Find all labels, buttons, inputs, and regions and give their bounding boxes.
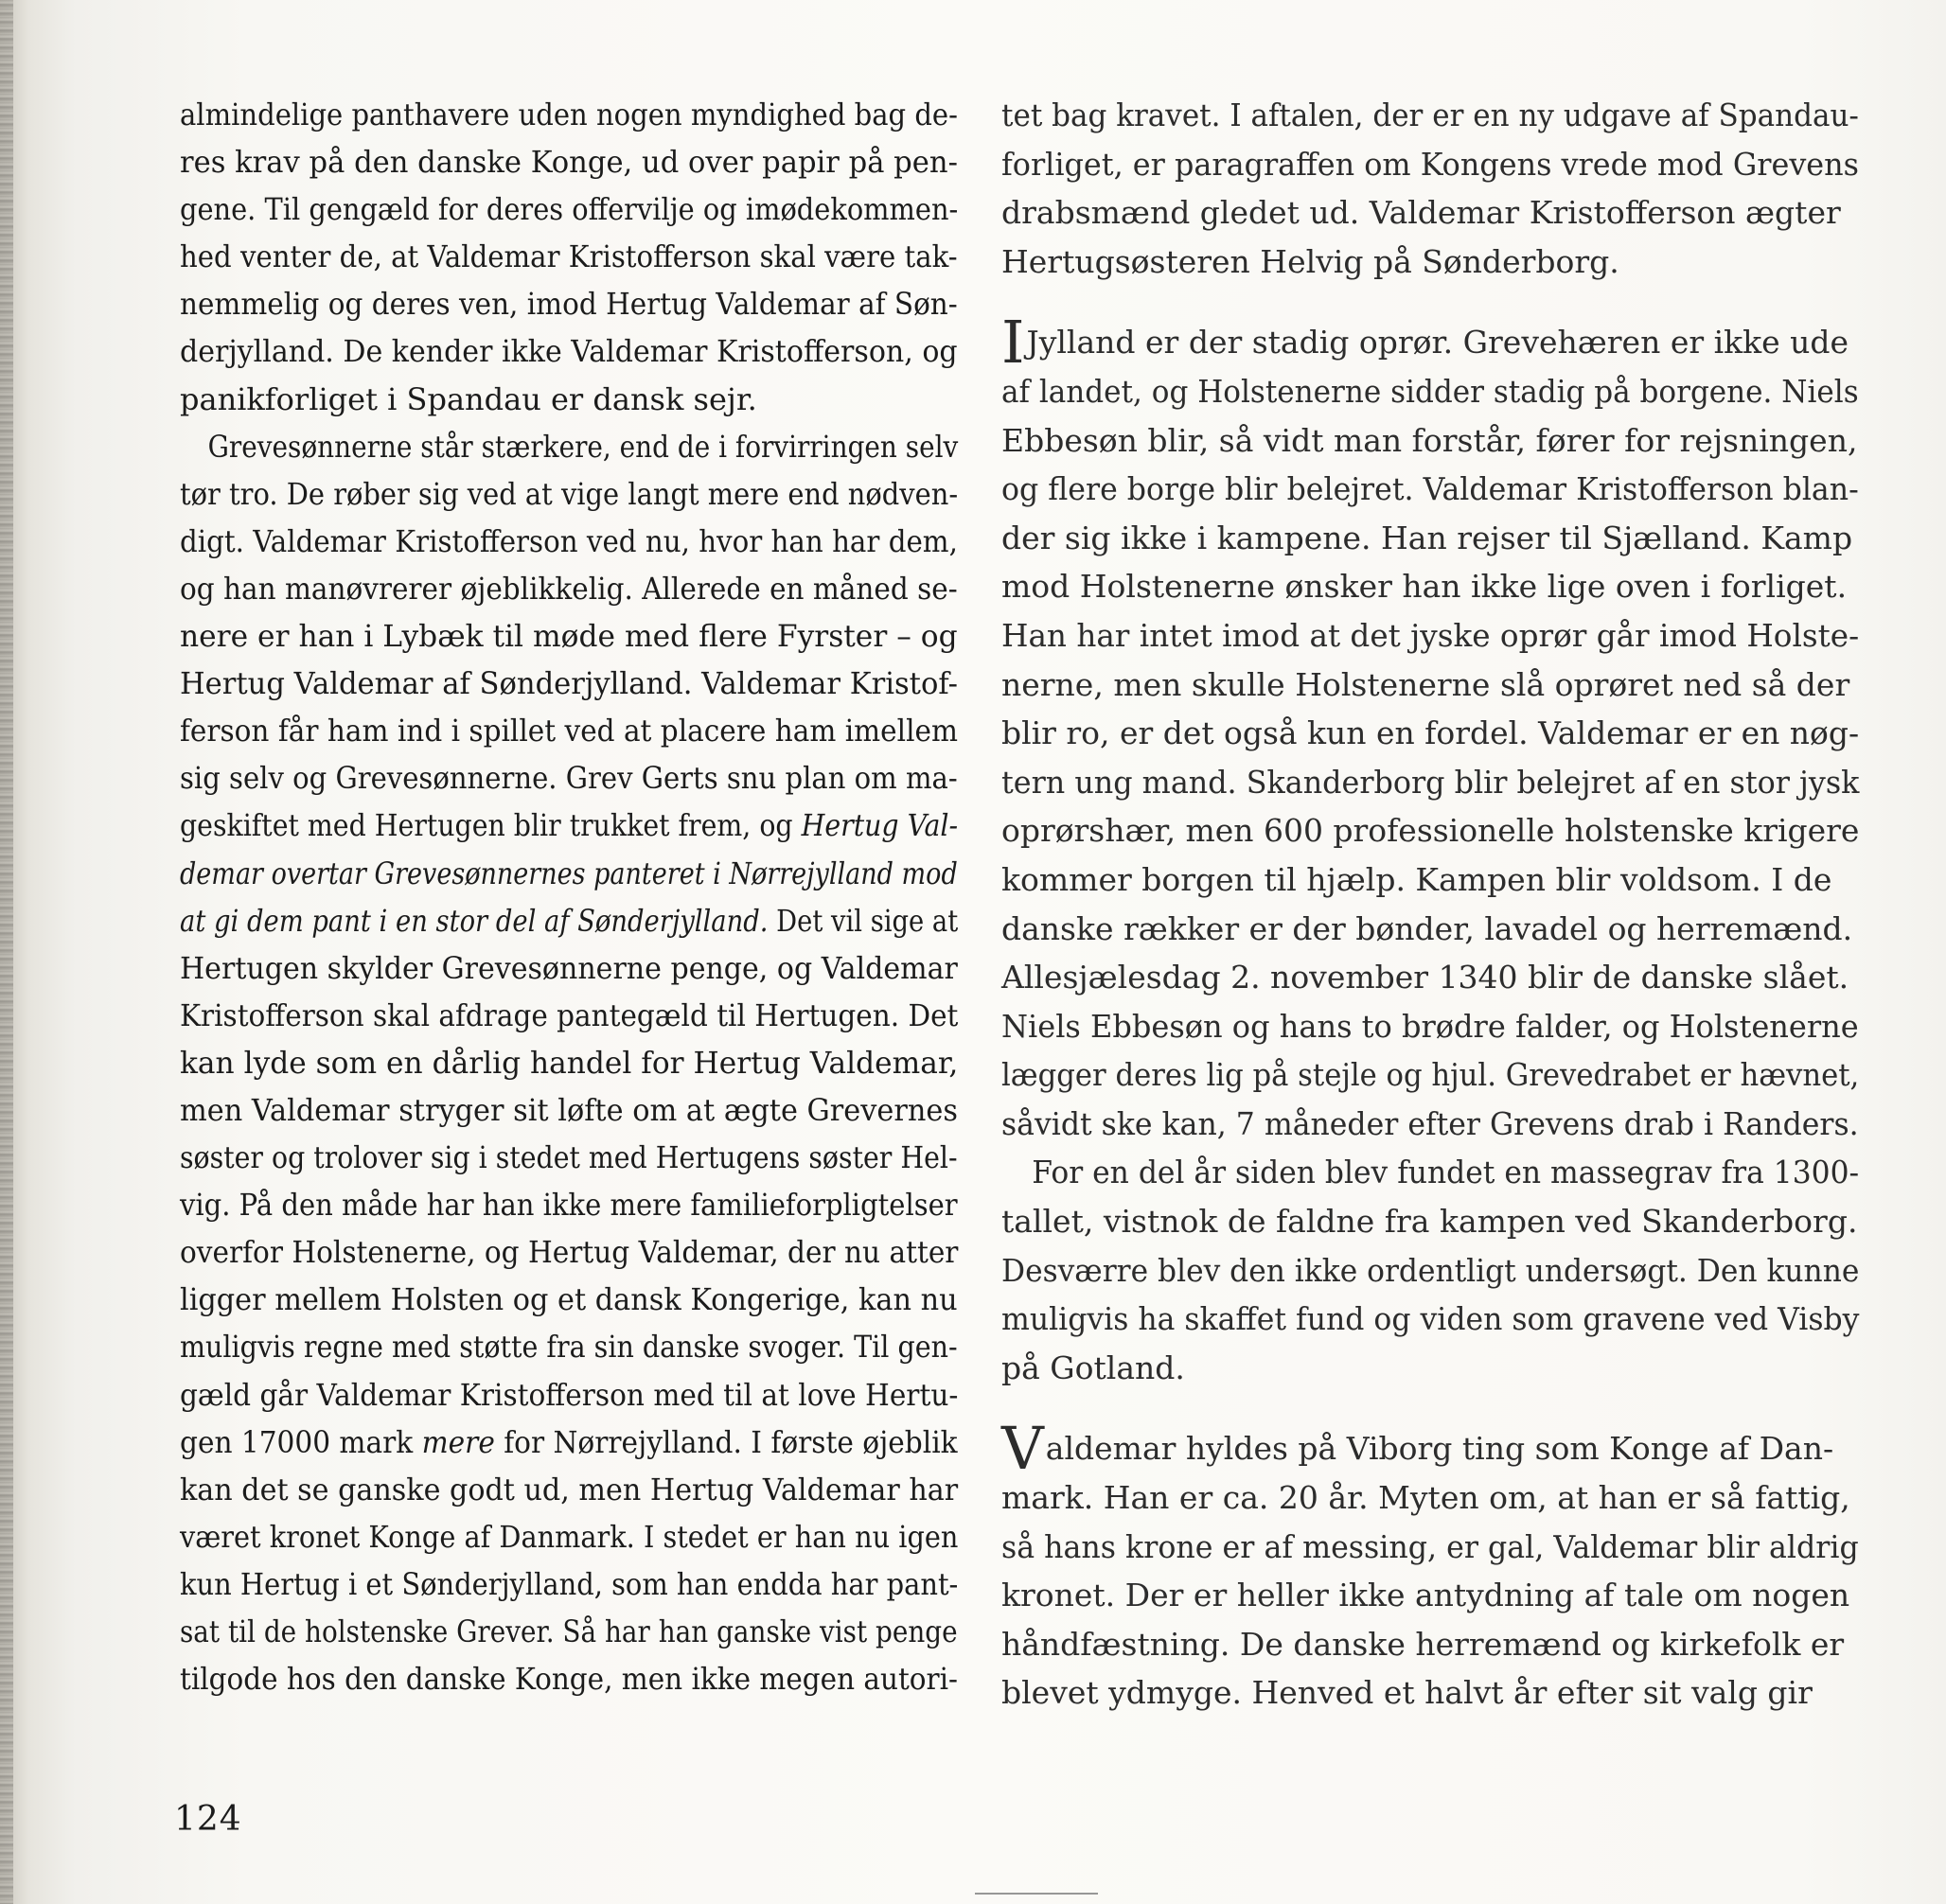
text-line: danske rækker er der bønder, lavadel og herremænd. [1001,909,1853,947]
bottom-edge-rule [975,1893,1098,1895]
text-line: tør tro. De røber sig ved at vige langt mere end nødven- [180,475,959,512]
text-line: vig. På den måde har han ikke mere familieforpligtelser [180,1187,958,1224]
text-line: Ebbesøn blir, så vidt man forstår, fører for rejsningen, [1001,421,1858,459]
text-line-dropcap [1001,308,1859,378]
text-line: Hertugsøsteren Helvig på Sønderborg. [1001,242,1619,280]
text-line: såvidt ske kan, 7 måneder efter Grevens drab i Randers. [1001,1104,1859,1142]
section-gap [1001,286,1859,318]
text-line: kronet. Der er heller ikke antydning af tale om nogen [1001,1577,1850,1614]
text-line: almindelige panthavere uden nogen myndighed bag de- [180,97,958,132]
text-line: gæld går Valdemar Kristofferson med til at love Hertu- [180,1376,959,1413]
text-line: muligvis regne med støtte fra sin danske svoger. Til gen- [180,1329,958,1366]
left-text-column [180,91,958,1702]
text-line: ligger mellem Holsten og et dansk Kongerige, kan nu [180,1281,958,1318]
text-segment: geskiftet med Hertugen blir trukket frem, og [180,807,793,844]
text-line: kun Hertug i et Sønderjylland, som han endda har pant- [180,1565,959,1602]
page-number: 124 [174,1800,242,1839]
text-line: på Gotland. [1001,1349,1185,1386]
text-line: Kristofferson skal afdrage pantegæld til Hertugen. Det [180,996,959,1033]
paragraph [1001,308,1860,1148]
text-line: der sig ikke i kampene. Han rejser til Sjælland. Kamp [1001,519,1853,556]
text-line: nemmelig og deres ven, imod Hertug Valdemar af Søn- [180,286,958,323]
italic-text-segment: at gi dem pant i en stor del af Sønderjylland. [180,902,769,939]
text-line: lægger deres lig på stejle og hjul. Grevedrabet er hævnet, [1001,1056,1860,1094]
text-line: tallet, vistnok de faldne fra kampen ved Skanderborg. [1001,1203,1858,1241]
italic-text-line: demar overtar Grevesønnernes panteret i Nørrejylland mod [180,855,958,891]
text-line: men Valdemar stryger sit løfte om at ægte Grevernes [180,1091,958,1128]
text-line: Han har intet imod at det jyske oprør går imod Holste- [1001,616,1860,654]
italic-text-segment: mere [421,1423,495,1460]
text-line: gene. Til gengæld for deres offervilje og imødekommen- [180,191,959,228]
drop-cap: V [1001,1414,1044,1484]
right-text-column [1001,91,1859,1718]
text-line-mixed [180,1419,958,1466]
text-line: overfor Holstenerne, og Hertug Valdemar, der nu atter [180,1234,959,1271]
text-line: kommer borgen til hjælp. Kampen blir voldsom. I de [1001,860,1832,898]
page-spine-edge [0,0,13,1904]
text-line: digt. Valdemar Kristofferson ved nu, hvor han har dem, [180,522,958,559]
paragraph [1001,1414,1859,1718]
text-line: håndfæstning. De danske herremænd og kirkefolk er [1001,1625,1845,1663]
text-line: og han manøvrerer øjeblikkelig. Allerede en måned se- [180,570,958,607]
text-line: derjylland. De kender ikke Valdemar Kristofferson, og [180,333,958,370]
text-line: Grevesønnerne står stærkere, end de i forvirringen selv [207,428,959,465]
text-line: For en del år siden blev fundet en massegrav fra 1300- [1032,1154,1860,1191]
text-line: blevet ydmyge. Henved et halvt år efter sit valg gir [1001,1674,1813,1712]
text-line: mod Holstenerne ønsker han ikke lige oven i forliget. [1001,568,1848,606]
text-line: søster og trolover sig i stedet med Hertugens søster Hel- [180,1139,958,1176]
text-line: sat til de holstenske Grever. Så har han ganske vist penge [180,1613,958,1649]
text-line: mark. Han er ca. 20 år. Myten om, at han er så fattig, [1001,1479,1850,1517]
text-line: hed venter de, at Valdemar Kristofferson skal være tak- [180,238,958,275]
text-line: panikforliget i Spandau er dansk sejr. [180,380,757,417]
text-segment: gen 17000 mark [180,1423,414,1460]
drop-cap: I [1001,308,1025,378]
text-line: kan det se ganske godt ud, men Hertug Valdemar har [180,1471,959,1507]
text-segment: aldemar hyldes på Viborg ting som Konge af Dan- [1045,1430,1834,1468]
text-line: Allesjælesdag 2. november 1340 blir de danske slået. [1001,959,1849,996]
text-segment: Jylland er der stadig oprør. Grevehæren er ikke ude [1026,324,1849,361]
text-line: og flere borge blir belejret. Valdemar Kristofferson blan- [1001,470,1859,508]
text-line-mixed [180,802,959,849]
text-line: drabsmænd gledet ud. Valdemar Kristofferson ægter [1001,194,1841,232]
text-line: sig selv og Grevesønnerne. Grev Gerts snu plan om ma- [180,760,958,797]
text-line: forliget, er paragraffen om Kongens vrede mod Grevens [1001,145,1859,183]
text-line: ferson får ham ind i spillet ved at placere ham imellem [180,713,958,749]
text-line: tern ung mand. Skanderborg blir belejret af en stor jysk [1001,763,1860,801]
text-line: kan lyde som en dårlig handel for Hertug Valdemar, [180,1044,959,1081]
text-line: Niels Ebbesøn og hans to brødre falder, og Holstenerne [1001,1007,1859,1045]
text-line: nere er han i Lybæk til møde med flere Fyrster – og [180,618,958,655]
paragraph [1001,1148,1859,1392]
text-line: blir ro, er det også kun en fordel. Valdemar er en nøg- [1001,714,1860,752]
text-line: så hans krone er af messing, er gal, Valdemar blir aldrig [1001,1527,1859,1565]
text-segment: for Nørrejylland. I første øjeblik [504,1423,958,1460]
text-line: oprørshær, men 600 professionelle holstenske krigere [1001,812,1860,850]
text-line: nerne, men skulle Holstenerne slå oprøret ned så der [1001,665,1850,703]
text-segment: Det vil sige at [776,902,959,939]
text-line: Hertugen skylder Grevesønnerne penge, og Valdemar [180,949,958,986]
text-line: res krav på den danske Konge, ud over papir på pen- [180,144,958,181]
text-line: tilgode hos den danske Konge, men ikke megen autori- [180,1661,958,1698]
text-line: Hertug Valdemar af Sønderjylland. Valdemar Kristof- [180,665,958,702]
text-line-dropcap [1001,1414,1859,1484]
text-line: muligvis ha skaffet fund og viden som gravene ved Visby [1001,1300,1860,1338]
italic-text-segment: Hertug Val- [801,807,959,844]
section-gap [1001,1392,1859,1424]
text-line: af landet, og Holstenerne sidder stadig på borgene. Niels [1001,372,1859,410]
paragraph [1001,91,1859,286]
text-line: været kronet Konge af Danmark. I stedet er han nu igen [180,1518,959,1555]
text-line: Desværre blev den ikke ordentligt undersøgt. Den kunne [1001,1251,1860,1289]
text-line-mixed [180,897,959,944]
text-line: tet bag kravet. I aftalen, der er en ny udgave af Spandau- [1001,97,1859,133]
